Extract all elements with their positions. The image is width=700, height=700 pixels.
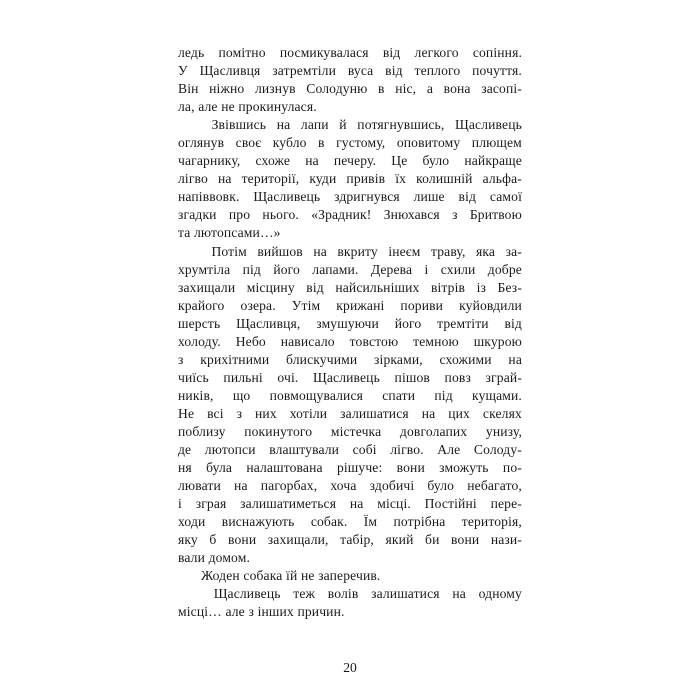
text-line: де лютопси влаштували собі лігво. Але Солоду-: [178, 442, 522, 458]
text-line: Не всі з них хотіли залишатися на цих скелях: [178, 405, 522, 421]
text-line: Жоден собака їй не заперечив.: [201, 568, 381, 584]
text-line: крайого озера. Утім крижані пориви куйовдили: [178, 297, 522, 313]
text-line: вали домом.: [178, 550, 251, 566]
paragraph: [178, 567, 522, 585]
text-line: і зграя залишатиметься на місці. Постійні пере-: [178, 496, 522, 512]
paragraph-indent: [178, 243, 201, 261]
text-line: ла, але не прокинулася.: [178, 99, 317, 115]
text-line: з крихітними блискучими зірками, схожими на: [178, 351, 522, 367]
text-line: Щасливець теж волів залишатися на одному: [178, 585, 522, 603]
text-line: згадки про нього. «Зрадник! Знюхався з Бритвою: [178, 207, 522, 223]
text-line: Він ніжно лизнув Солодуню в ніс, а вона засопі-: [178, 81, 522, 97]
text-line: яку б вони захищали, табір, який би вони нази-: [178, 532, 522, 548]
text-line: та лютопсами…»: [178, 225, 281, 241]
page-number: 20: [343, 660, 357, 675]
text-line: шерсть Щасливця, змушуючи його тремтіти від: [178, 315, 522, 331]
text-line: У Щасливця затремтіли вуса від теплого почуття.: [178, 63, 522, 79]
text-line: Звівшись на лапи й потягнувшись, Щасливець: [178, 116, 522, 134]
text-line: оглянув своє кубло в густому, оповитому плющем: [178, 135, 522, 151]
text-line: лігво на території, куди привів їх колишній альфа-: [178, 171, 522, 187]
text-line: місці… але з інших причин.: [178, 604, 345, 620]
text-line: Потім вийшов на вкриту інеєм траву, яка за-: [178, 243, 522, 261]
text-line: захищали місцину від найсильніших вітрів із Без-: [178, 279, 522, 295]
page-text-block: [178, 44, 522, 622]
paragraph-indent: [178, 116, 201, 134]
text-line: ників, що повмощувалися спати під кущами.: [178, 387, 522, 403]
paragraph: [178, 116, 522, 242]
paragraph: [178, 585, 522, 621]
text-line: чагарнику, схоже на печеру. Це було найкраще: [178, 153, 522, 169]
text-line: хрумтіла під його лапами. Дерева і схили добре: [178, 261, 522, 277]
text-line: холоду. Небо нависало товстою темною шкурою: [178, 333, 522, 349]
text-line: лювати на пагорбах, хоча здобичі було небагато,: [178, 478, 522, 494]
paragraph-indent: [178, 585, 201, 603]
text-line: чиїсь пильні очі. Щасливець пішов повз зграй-: [178, 369, 522, 385]
text-line: ледь помітно посмикувалася від легкого сопіння.: [178, 45, 522, 60]
text-line: ходи виснажують собак. Їм потрібна територія,: [178, 514, 522, 530]
paragraph: [178, 44, 522, 116]
text-line: ня була налаштована рішуче: вони зможуть по-: [178, 460, 522, 476]
paragraph: [178, 243, 522, 568]
text-line: напіввовк. Щасливець здригнувся лише від самої: [178, 189, 522, 205]
text-line: поблизу покинутого містечка довголапих унизу,: [178, 423, 522, 439]
